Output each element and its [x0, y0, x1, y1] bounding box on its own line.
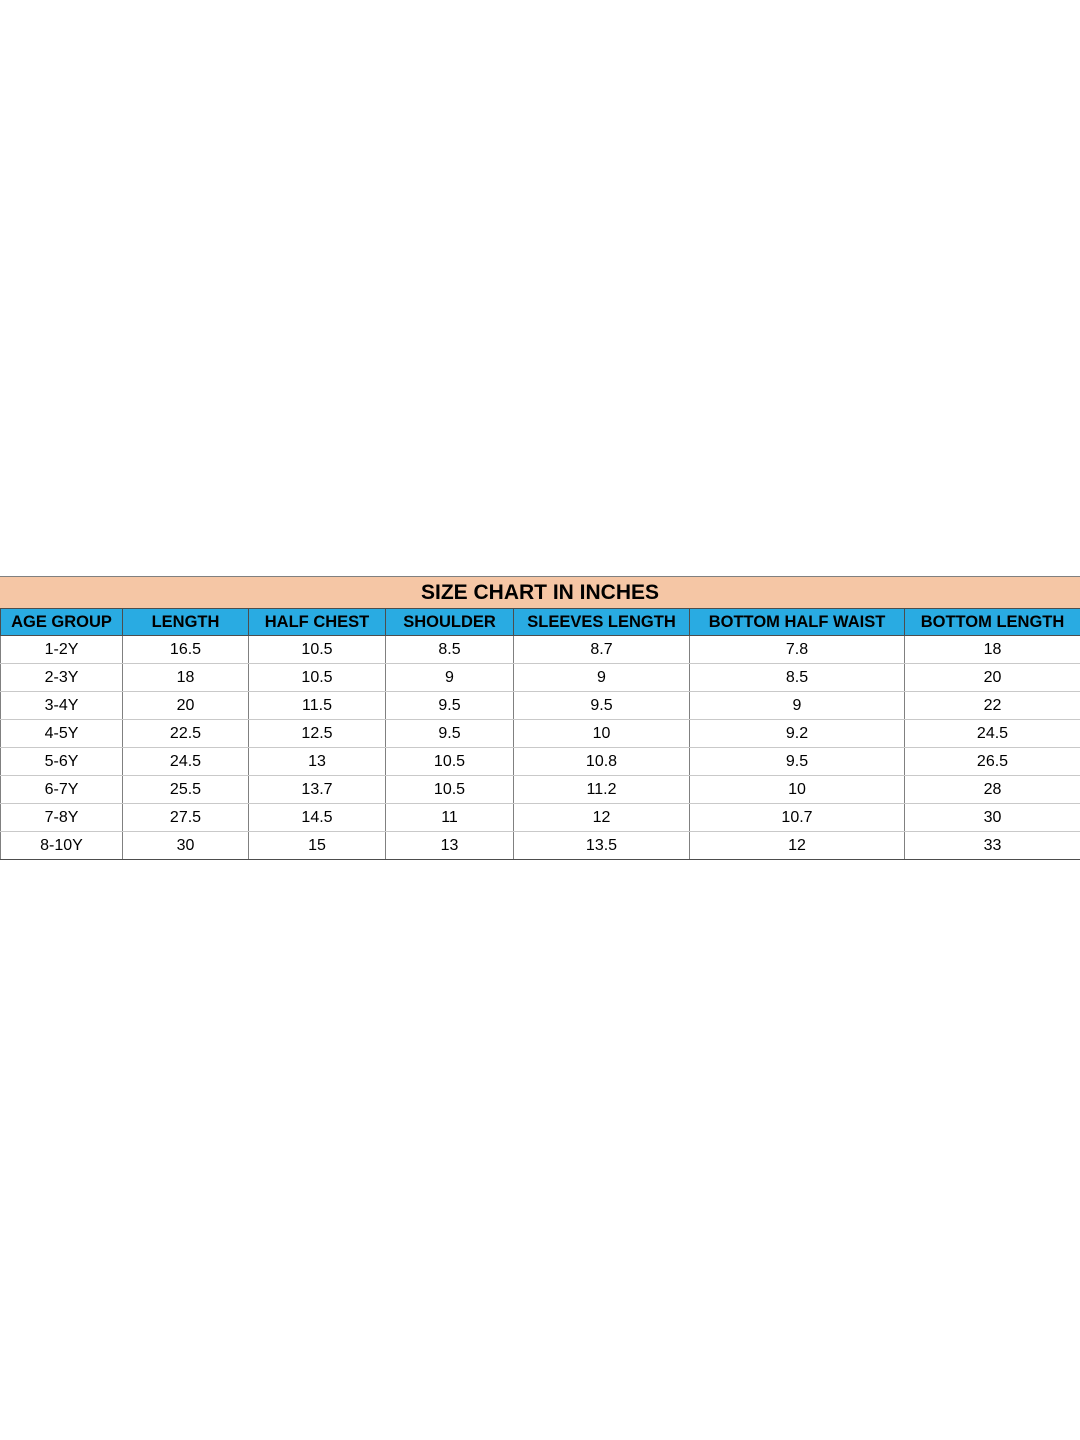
cell-half-chest: 12.5	[249, 720, 386, 748]
cell-bottom-length: 24.5	[905, 720, 1080, 748]
cell-age-group: 3-4Y	[1, 692, 123, 720]
cell-sleeves-length: 12	[514, 804, 690, 832]
page-title: SIZE CHART IN INCHES	[0, 576, 1080, 608]
cell-age-group: 6-7Y	[1, 776, 123, 804]
cell-bottom-length: 30	[905, 804, 1080, 832]
table-row	[1, 748, 1080, 776]
cell-half-chest: 15	[249, 832, 386, 860]
cell-bottom-length: 22	[905, 692, 1080, 720]
cell-half-chest: 11.5	[249, 692, 386, 720]
cell-age-group: 8-10Y	[1, 832, 123, 860]
cell-bottom-length: 20	[905, 664, 1080, 692]
cell-shoulder: 9	[386, 664, 514, 692]
column-header-length: LENGTH	[123, 609, 249, 636]
cell-bottom-half-waist: 12	[690, 832, 905, 860]
cell-sleeves-length: 9.5	[514, 692, 690, 720]
table-row	[1, 776, 1080, 804]
column-header-shoulder: SHOULDER	[386, 609, 514, 636]
cell-length: 22.5	[123, 720, 249, 748]
cell-bottom-half-waist: 10	[690, 776, 905, 804]
table-row	[1, 692, 1080, 720]
cell-age-group: 4-5Y	[1, 720, 123, 748]
cell-sleeves-length: 13.5	[514, 832, 690, 860]
table-row	[1, 804, 1080, 832]
column-header-bottom-length: BOTTOM LENGTH	[905, 609, 1080, 636]
cell-sleeves-length: 8.7	[514, 636, 690, 664]
cell-length: 16.5	[123, 636, 249, 664]
cell-shoulder: 11	[386, 804, 514, 832]
cell-half-chest: 10.5	[249, 636, 386, 664]
cell-bottom-half-waist: 7.8	[690, 636, 905, 664]
table-header-row	[1, 609, 1080, 636]
cell-shoulder: 10.5	[386, 748, 514, 776]
cell-length: 20	[123, 692, 249, 720]
cell-shoulder: 10.5	[386, 776, 514, 804]
table-row	[1, 636, 1080, 664]
cell-bottom-length: 18	[905, 636, 1080, 664]
cell-bottom-half-waist: 9	[690, 692, 905, 720]
cell-bottom-length: 28	[905, 776, 1080, 804]
table-row	[1, 720, 1080, 748]
cell-length: 25.5	[123, 776, 249, 804]
cell-shoulder: 13	[386, 832, 514, 860]
cell-length: 18	[123, 664, 249, 692]
cell-age-group: 1-2Y	[1, 636, 123, 664]
cell-bottom-half-waist: 10.7	[690, 804, 905, 832]
cell-half-chest: 13	[249, 748, 386, 776]
cell-bottom-half-waist: 8.5	[690, 664, 905, 692]
column-header-sleeves-length: SLEEVES LENGTH	[514, 609, 690, 636]
column-header-bottom-half-waist: BOTTOM HALF WAIST	[690, 609, 905, 636]
cell-sleeves-length: 10.8	[514, 748, 690, 776]
cell-shoulder: 9.5	[386, 692, 514, 720]
cell-age-group: 2-3Y	[1, 664, 123, 692]
cell-shoulder: 9.5	[386, 720, 514, 748]
table-row	[1, 832, 1080, 860]
cell-shoulder: 8.5	[386, 636, 514, 664]
cell-sleeves-length: 10	[514, 720, 690, 748]
table-row	[1, 664, 1080, 692]
cell-bottom-half-waist: 9.5	[690, 748, 905, 776]
size-chart-table	[0, 608, 1080, 860]
cell-length: 27.5	[123, 804, 249, 832]
cell-bottom-half-waist: 9.2	[690, 720, 905, 748]
cell-bottom-length: 26.5	[905, 748, 1080, 776]
cell-bottom-length: 33	[905, 832, 1080, 860]
column-header-age-group: AGE GROUP	[1, 609, 123, 636]
cell-half-chest: 14.5	[249, 804, 386, 832]
cell-length: 24.5	[123, 748, 249, 776]
cell-sleeves-length: 11.2	[514, 776, 690, 804]
cell-length: 30	[123, 832, 249, 860]
cell-half-chest: 10.5	[249, 664, 386, 692]
cell-half-chest: 13.7	[249, 776, 386, 804]
cell-age-group: 5-6Y	[1, 748, 123, 776]
cell-sleeves-length: 9	[514, 664, 690, 692]
column-header-half-chest: HALF CHEST	[249, 609, 386, 636]
cell-age-group: 7-8Y	[1, 804, 123, 832]
size-chart-container	[0, 576, 1080, 860]
